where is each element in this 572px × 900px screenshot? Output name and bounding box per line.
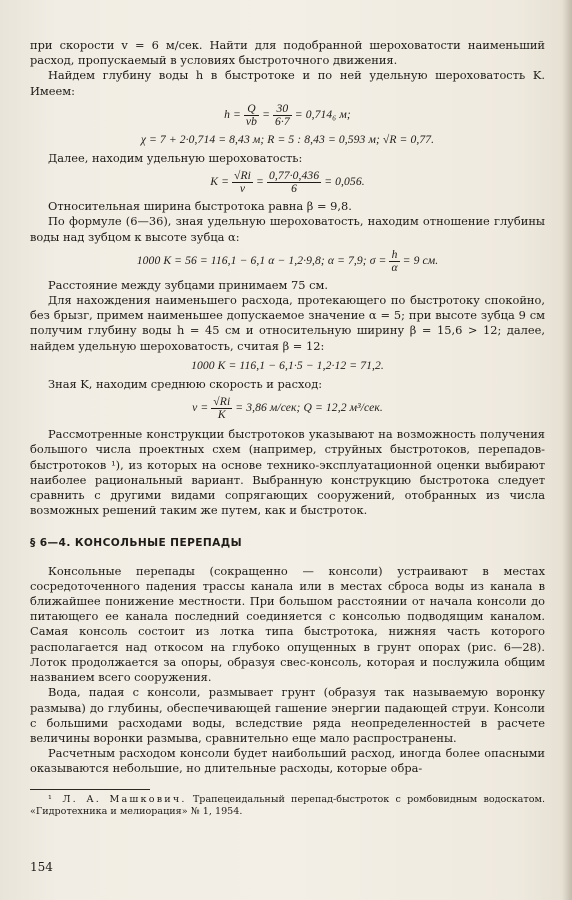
fraction-30-42: $\frac{30}{6\cdot 7}$ bbox=[275, 101, 290, 128]
section-heading: § 6—4. КОНСОЛЬНЫЕ ПЕРЕПАДЫ bbox=[30, 537, 242, 550]
paragraph-11: Вода, падая с консоли, размывает грунт (образуя так называемую воронку размыва) до глубины, обеспечивающей гашение энергии падающей струи. Консоли с большими расходами воды, вследствие ряда неопределенностей в расчете величины воронки размыва, сравнительно еще мало распространены. bbox=[30, 685, 545, 745]
equation-k-value: 1000 K = 116,1 − 6,1·5 − 1,2·12 = 71,2. bbox=[191, 358, 384, 372]
paragraph-10: Консольные перепады (сокращенно — консоли) устраивают в местах сосредоточенного падения трассы канала или в местах сброса воды из канала в ближайшее понижение местности. При большом расстоянии от начала консоли до питающего ее канала последний соединяется с консолью подводящим каналом. Самая консоль состоит из лотка типа быстротока, нижняя часть которого располагается над откосом на глубоко опущенных в грунт опорах (рис. 6—28). Лоток продолжается за опоры, образуя свес-консоль, которая и послужила общим названием всего сооружения. bbox=[30, 563, 545, 685]
footnote-author: ¹ Л. А. Машкович. bbox=[48, 793, 187, 805]
equation-depth: h = $\frac{Q}{vb}$ = $\frac{30}{6\cdot 7}$ = 0,714₆ м; bbox=[224, 101, 351, 128]
paragraph-1: при скорости v = 6 м/сек. Найти для подобранной шероховатости наименьший расход, пропускаемый в условиях быстроточного движения. bbox=[30, 38, 545, 68]
fraction-sqrt-ri-k: $\frac{√Ri}{K}$ bbox=[213, 395, 231, 422]
footnote bbox=[30, 794, 545, 819]
paragraph-7: Для нахождения наименьшего расхода, протекающего по быстротоку спокойно, без брызг, примем наименьшее допускаемое значение α = 5; при высоте зубца 9 см получим глубину воды h = 45 см и относительную ширину β = 15,6 > 12; далее, найдем удельную шероховатость, считая β = 12: bbox=[30, 293, 545, 353]
page-body bbox=[30, 38, 545, 819]
equation-tooth-ratio: 1000 K = 56 = 116,1 − 6,1 α − 1,2·9,8; α = 7,9; σ = $\frac{h}{\alpha}$ = 9 см. bbox=[136, 247, 439, 274]
equation-wetted-perimeter: χ = 7 + 2·0,714 = 8,43 м; R = 5 : 8,43 = 0,593 м; √R = 0,77. bbox=[140, 132, 435, 146]
footnote-divider bbox=[30, 789, 150, 790]
fraction-roughness-values: $\frac{0,77\cdot 0,436}{6}$ bbox=[268, 169, 320, 196]
fraction-h-alpha: $\frac{h}{\alpha}$ bbox=[391, 247, 398, 274]
page-number: 154 bbox=[30, 860, 53, 874]
paragraph-5: По формуле (6—36), зная удельную шероховатость, находим отношение глубины воды над зубцом к высоте зубца α: bbox=[30, 214, 545, 244]
paragraph-3: Далее, находим удельную шероховатость: bbox=[48, 151, 303, 166]
paragraph-8: Зная K, находим среднюю скорость и расход: bbox=[48, 377, 323, 392]
paragraph-4: Относительная ширина быстротока равна β = 9,8. bbox=[48, 199, 352, 214]
paragraph-6: Расстояние между зубцами принимаем 75 см. bbox=[48, 277, 328, 292]
footnote-text: Трапецеидальный перепад-быстроток с ромбовидным водоскатом. «Гидротехника и мелиорация» № 1, 1954. bbox=[30, 793, 545, 818]
paragraph-2: Найдем глубину воды h в быстротоке и по ней удельную шероховатость K. Имеем: bbox=[30, 68, 545, 98]
page-gutter-shadow bbox=[562, 0, 572, 900]
fraction-sqrt-ri-v: $\frac{√Ri}{v}$ bbox=[234, 169, 251, 196]
fraction-q-vb: $\frac{Q}{vb}$ bbox=[245, 101, 258, 128]
paragraph-9: Рассмотренные конструкции быстротоков указывают на возможность получения большого числа проектных схем (например, струйных быстротоков, перепадов-быстротоков ¹), из которых на основе технико-эксплуатационной оценки выбирают наиболее рациональный вариант. Выбранную конструкцию быстротока следует сравнить с другими видами сопрягающих сооружений, отобранных из числа возможных решений таким же путем, как и быстроток. bbox=[30, 427, 545, 518]
paragraph-12: Расчетным расходом консоли будет наибольший расход, иногда более опасными оказываются небольшие, но длительные расходы, которые обра- bbox=[30, 746, 545, 776]
equation-velocity-discharge: v = $\frac{√Ri}{K}$ = 3,86 м/сек; Q = 12,2 м³/сек. bbox=[192, 395, 383, 422]
equation-roughness: K = $\frac{√Ri}{v}$ = $\frac{0,77\cdot 0,436}{6}$ = 0,056. bbox=[210, 169, 365, 196]
